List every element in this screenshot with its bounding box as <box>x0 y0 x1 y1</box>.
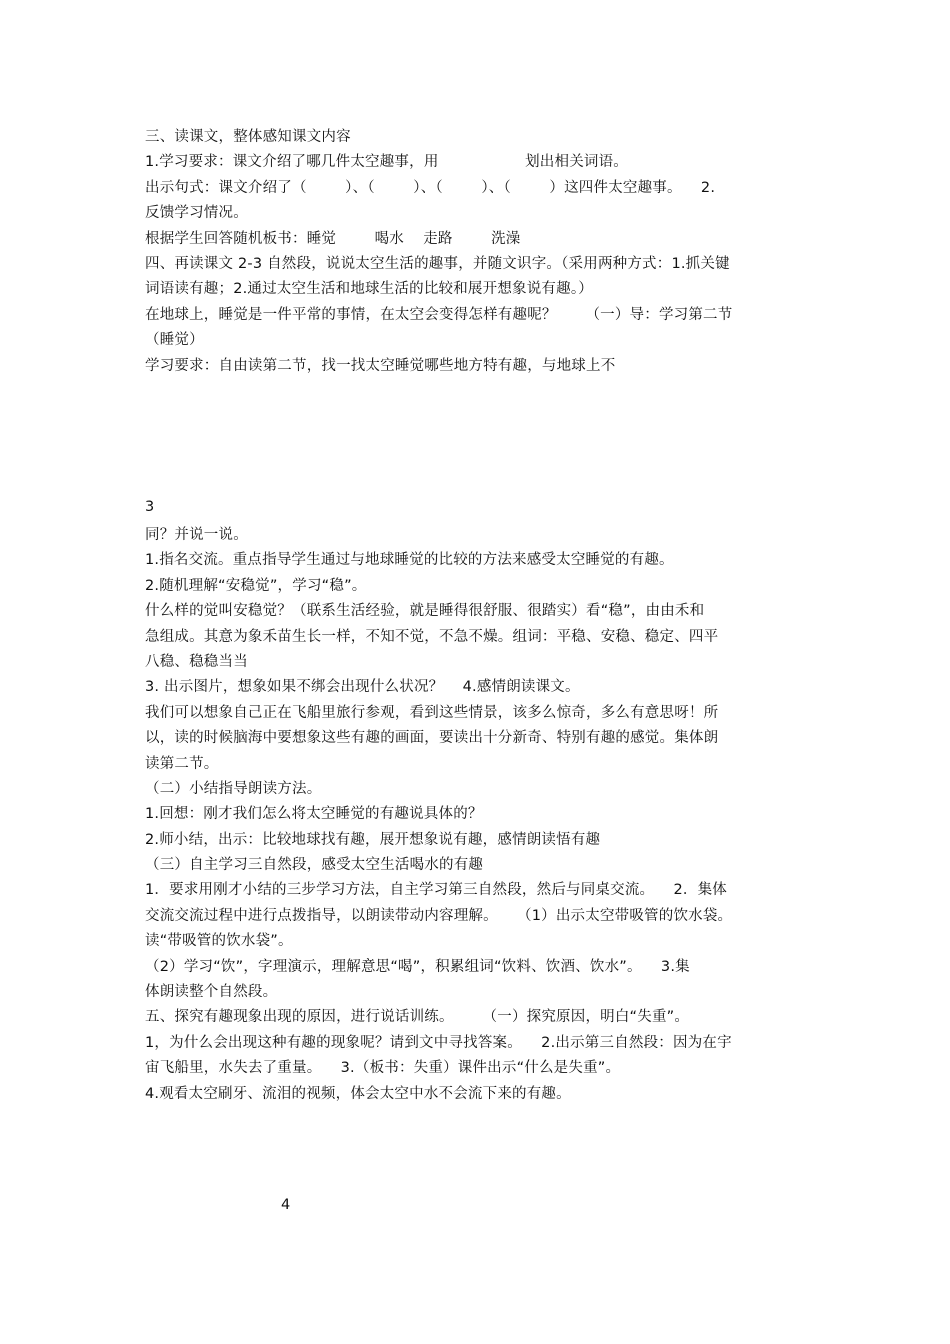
text-line: 1，为什么会出现这种有趣的现象呢？请到文中寻找答案。 2.出示第三自然段：因为在宇 <box>145 1034 732 1051</box>
text-line: 以，读的时候脑海中要想象这些有趣的画面，要读出十分新奇、特别有趣的感觉。集体朗 <box>145 730 719 747</box>
text-line: 4.观看太空刷牙、流泪的视频，体会太空中水不会流下来的有趣。 <box>145 1085 571 1102</box>
text-line: 反馈学习情况。 <box>145 205 248 222</box>
page-top-text <box>145 125 813 379</box>
text-line: 读“带吸管的饮水袋”。 <box>145 933 293 950</box>
page-number: 4 <box>281 1197 291 1213</box>
text-line: 2.师小结，出示：比较地球找有趣，展开想象说有趣，感情朗读悟有趣 <box>145 831 601 848</box>
text-line: 在地球上，睡觉是一件平常的事情，在太空会变得怎样有趣呢？ （一）导：学习第二节 <box>145 306 733 323</box>
text-line: 1.指名交流。重点指导学生通过与地球睡觉的比较的方法来感受太空睡觉的有趣。 <box>145 552 674 569</box>
text-line: 1．要求用刚才小结的三步学习方法，自主学习第三自然段，然后与同桌交流。 2．集体 <box>145 882 727 899</box>
page-bottom-text <box>145 523 813 1107</box>
text-line: 急组成。其意为象禾苗生长一样，不知不觉，不急不燥。组词：平稳、安稳、稳定、四平 <box>145 628 719 645</box>
text-line: 1.学习要求：课文介绍了哪几件太空趣事，用 划出相关词语。 <box>145 154 628 171</box>
text-line: （二）小结指导朗读方法。 <box>145 780 322 797</box>
page-number: 3 <box>145 499 155 515</box>
text-line: 1.回想：刚才我们怎么将太空睡觉的有趣说具体的？ <box>145 806 483 823</box>
text-line: 体朗读整个自然段。 <box>145 984 278 1001</box>
text-line: 五、探究有趣现象出现的原因，进行说话训练。 （一）探究原因，明白“失重”。 <box>145 1009 690 1026</box>
text-line: 我们可以想象自己正在飞船里旅行参观，看到这些情景，该多么惊奇，多么有意思呀！所 <box>145 704 719 721</box>
text-line: 四、再读课文 2-3 自然段，说说太空生活的趣事，并随文识字。（采用两种方式：1.抓关键 <box>145 255 730 272</box>
text-line: 读第二节。 <box>145 755 219 772</box>
text-line: 2.随机理解“安稳觉”，学习“稳”。 <box>145 577 367 594</box>
text-line: （睡觉） <box>145 332 204 349</box>
text-line: 八稳、稳稳当当 <box>145 653 248 670</box>
text-line: 学习要求：自由读第二节，找一找太空睡觉哪些地方特有趣，与地球上不 <box>145 357 616 374</box>
text-line: 宙飞船里，水失去了重量。 3.（板书：失重）课件出示“什么是失重”。 <box>145 1060 621 1077</box>
text-line: 出示句式：课文介绍了（ ）、（ ）、（ ）、（ ）这四件太空趣事。 2. <box>145 179 716 196</box>
text-line: 同？并说一说。 <box>145 527 248 543</box>
text-line: 三、读课文，整体感知课文内容 <box>145 129 351 145</box>
text-line: 什么样的觉叫安稳觉？（联系生活经验，就是睡得很舒服、很踏实）看“稳”，由由禾和 <box>145 603 705 620</box>
text-line: 根据学生回答随机板书：睡觉 喝水 走路 洗澡 <box>145 230 521 247</box>
text-line: （三）自主学习三自然段，感受太空生活喝水的有趣 <box>145 857 484 874</box>
text-line: 3. 出示图片，想象如果不绑会出现什么状况？ 4.感情朗读课文。 <box>145 679 580 696</box>
text-line: 交流交流过程中进行点拨指导，以朗读带动内容理解。 （1）出示太空带吸管的饮水袋。 <box>145 907 733 924</box>
text-line: 词语读有趣；2.通过太空生活和地球生活的比较和展开想象说有趣。） <box>145 281 593 298</box>
text-line: （2）学习“饮”，字理演示，理解意思“喝”，积累组词“饮料、饮酒、饮水”。 3.集 <box>145 958 690 975</box>
